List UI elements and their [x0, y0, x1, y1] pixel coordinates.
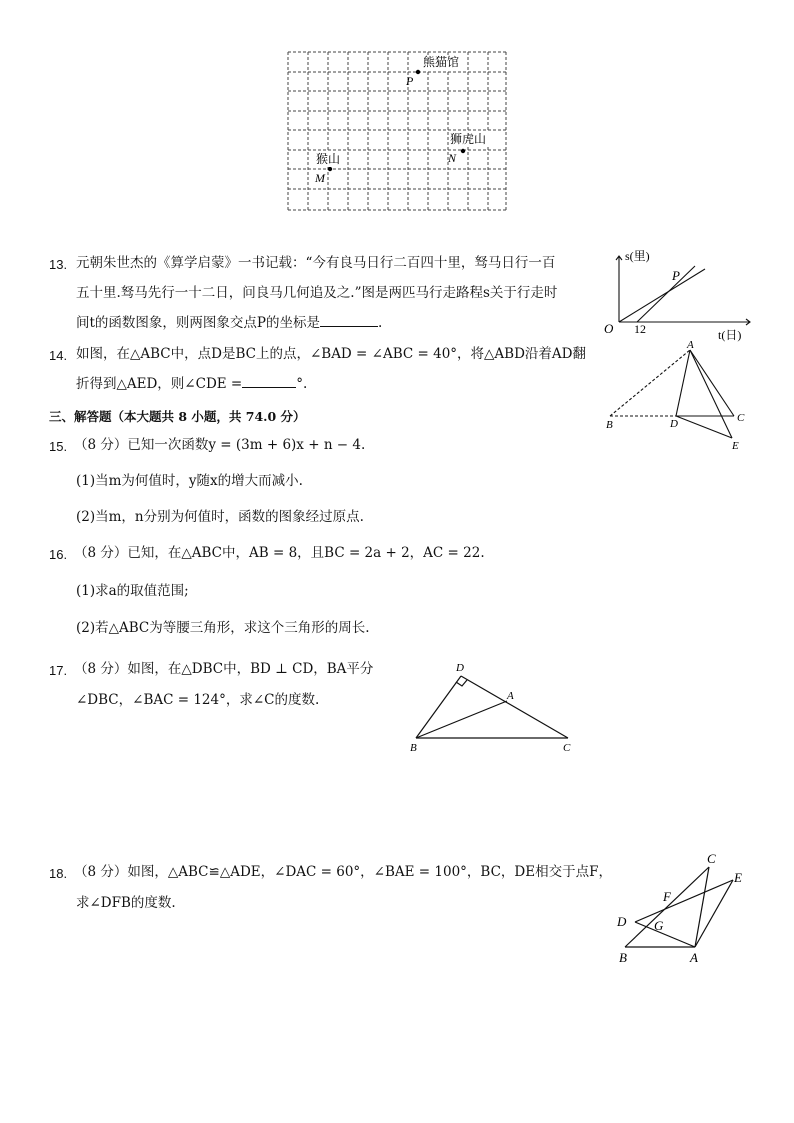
q16-part2: (2)若△ABC为等腰三角形，求这个三角形的周长.: [76, 620, 370, 636]
label-p: P: [406, 74, 414, 88]
label-e: E: [732, 440, 739, 452]
segment-de: [635, 880, 733, 922]
grid-map-figure: [280, 45, 512, 217]
q13-function-graph: [592, 244, 762, 344]
segment-ae: [690, 350, 732, 438]
q17-triangle-figure: [404, 656, 584, 756]
label-a: A: [690, 950, 698, 965]
q18-line2: 求∠DFB的度数.: [76, 895, 176, 911]
q17-line1: （8 分）如图，在△DBC中，BD ⊥ CD，BA平分: [74, 661, 374, 677]
q16-part1: (1)求a的取值范围;: [76, 583, 189, 599]
q13-line3-end: .: [378, 315, 383, 331]
q14-line2-text: 折得到△AED，则∠CDE =: [76, 376, 243, 392]
label-c: C: [707, 851, 716, 866]
q14-line2-end: °.: [296, 376, 308, 392]
q17-number: 17.: [49, 663, 68, 678]
label-panda-hall: 熊猫馆: [423, 55, 460, 69]
segment-ad: [676, 350, 690, 416]
label-b: B: [606, 419, 613, 431]
label-d: D: [456, 662, 464, 674]
label-b: B: [410, 742, 417, 754]
q18-number: 18.: [49, 866, 68, 881]
point-n: [461, 149, 465, 153]
label-n: N: [448, 151, 457, 165]
q13-line2: 五十里.驽马先行一十二日，问良马几何追及之.”图是两匹马行走路程s关于行走时: [76, 285, 558, 301]
label-g: G: [654, 918, 664, 933]
segment-da: [635, 922, 695, 947]
label-p-intersection: P: [672, 268, 680, 283]
q14-answer-blank[interactable]: [242, 375, 296, 388]
label-c: C: [563, 742, 571, 754]
q18-congruent-triangles-figure: [608, 850, 758, 968]
q13-line3-text: 间t的函数图象，则两图象交点P的坐标是: [76, 315, 321, 331]
q13-line3: [76, 314, 382, 332]
q14-line2: [76, 375, 307, 393]
label-m: M: [315, 171, 325, 185]
point-m: [328, 167, 332, 171]
q14-line1: 如图，在△ABC中，点D是BC上的点，∠BAD = ∠ABC = 40°，将△ABD沿着AD翻: [76, 346, 586, 362]
label-b: B: [619, 950, 627, 965]
q18-line1: （8 分）如图，△ABC≌△ADE，∠DAC = 60°，∠BAE = 100°，BC，DE相交于点F，: [74, 864, 612, 880]
label-12: 12: [634, 322, 646, 336]
label-a: A: [687, 339, 694, 351]
label-c: C: [737, 412, 745, 424]
q13-number: 13.: [49, 257, 68, 272]
q16-stem: （8 分）已知，在△ABC中，AB = 8，且BC = 2a + 2，AC = 22.: [74, 545, 485, 561]
q15-stem: （8 分）已知一次函数y = (3m + 6)x + n − 4.: [74, 437, 366, 453]
label-lion-hill: 狮虎山: [450, 132, 487, 146]
q15-part1: (1)当m为何值时，y随x的增大而减小.: [76, 473, 303, 489]
section-3-title: 三、解答题（本大题共 8 小题，共 74.0 分）: [49, 409, 306, 424]
q15-part2: (2)当m，n分别为何值时，函数的图象经过原点.: [76, 509, 364, 525]
segment-ac: [690, 350, 734, 416]
label-a: A: [507, 690, 514, 702]
q13-line1: 元朝朱世杰的《算学启蒙》一书记载：“今有良马日行二百四十里，驽马日行一百: [76, 255, 556, 271]
label-s-axis: s(里): [625, 249, 650, 263]
q14-number: 14.: [49, 348, 68, 363]
q14-triangle-figure: [598, 338, 758, 452]
grid-lines: [288, 52, 506, 210]
line-fast-horse: [637, 266, 695, 322]
q17-line2: ∠DBC，∠BAC = 124°，求∠C的度数.: [76, 692, 320, 708]
label-origin: O: [604, 321, 614, 336]
line-slow-horse: [619, 269, 705, 322]
q15-number: 15.: [49, 439, 68, 454]
label-e: E: [734, 870, 742, 885]
q13-answer-blank[interactable]: [320, 314, 378, 327]
label-d: D: [670, 418, 678, 430]
segment-dc: [461, 676, 568, 738]
label-d: D: [617, 914, 627, 929]
q16-number: 16.: [49, 547, 68, 562]
label-f: F: [663, 889, 671, 904]
point-p: [416, 70, 420, 74]
label-monkey-hill: 猴山: [316, 152, 341, 166]
label-t-axis: t(日): [718, 328, 742, 342]
